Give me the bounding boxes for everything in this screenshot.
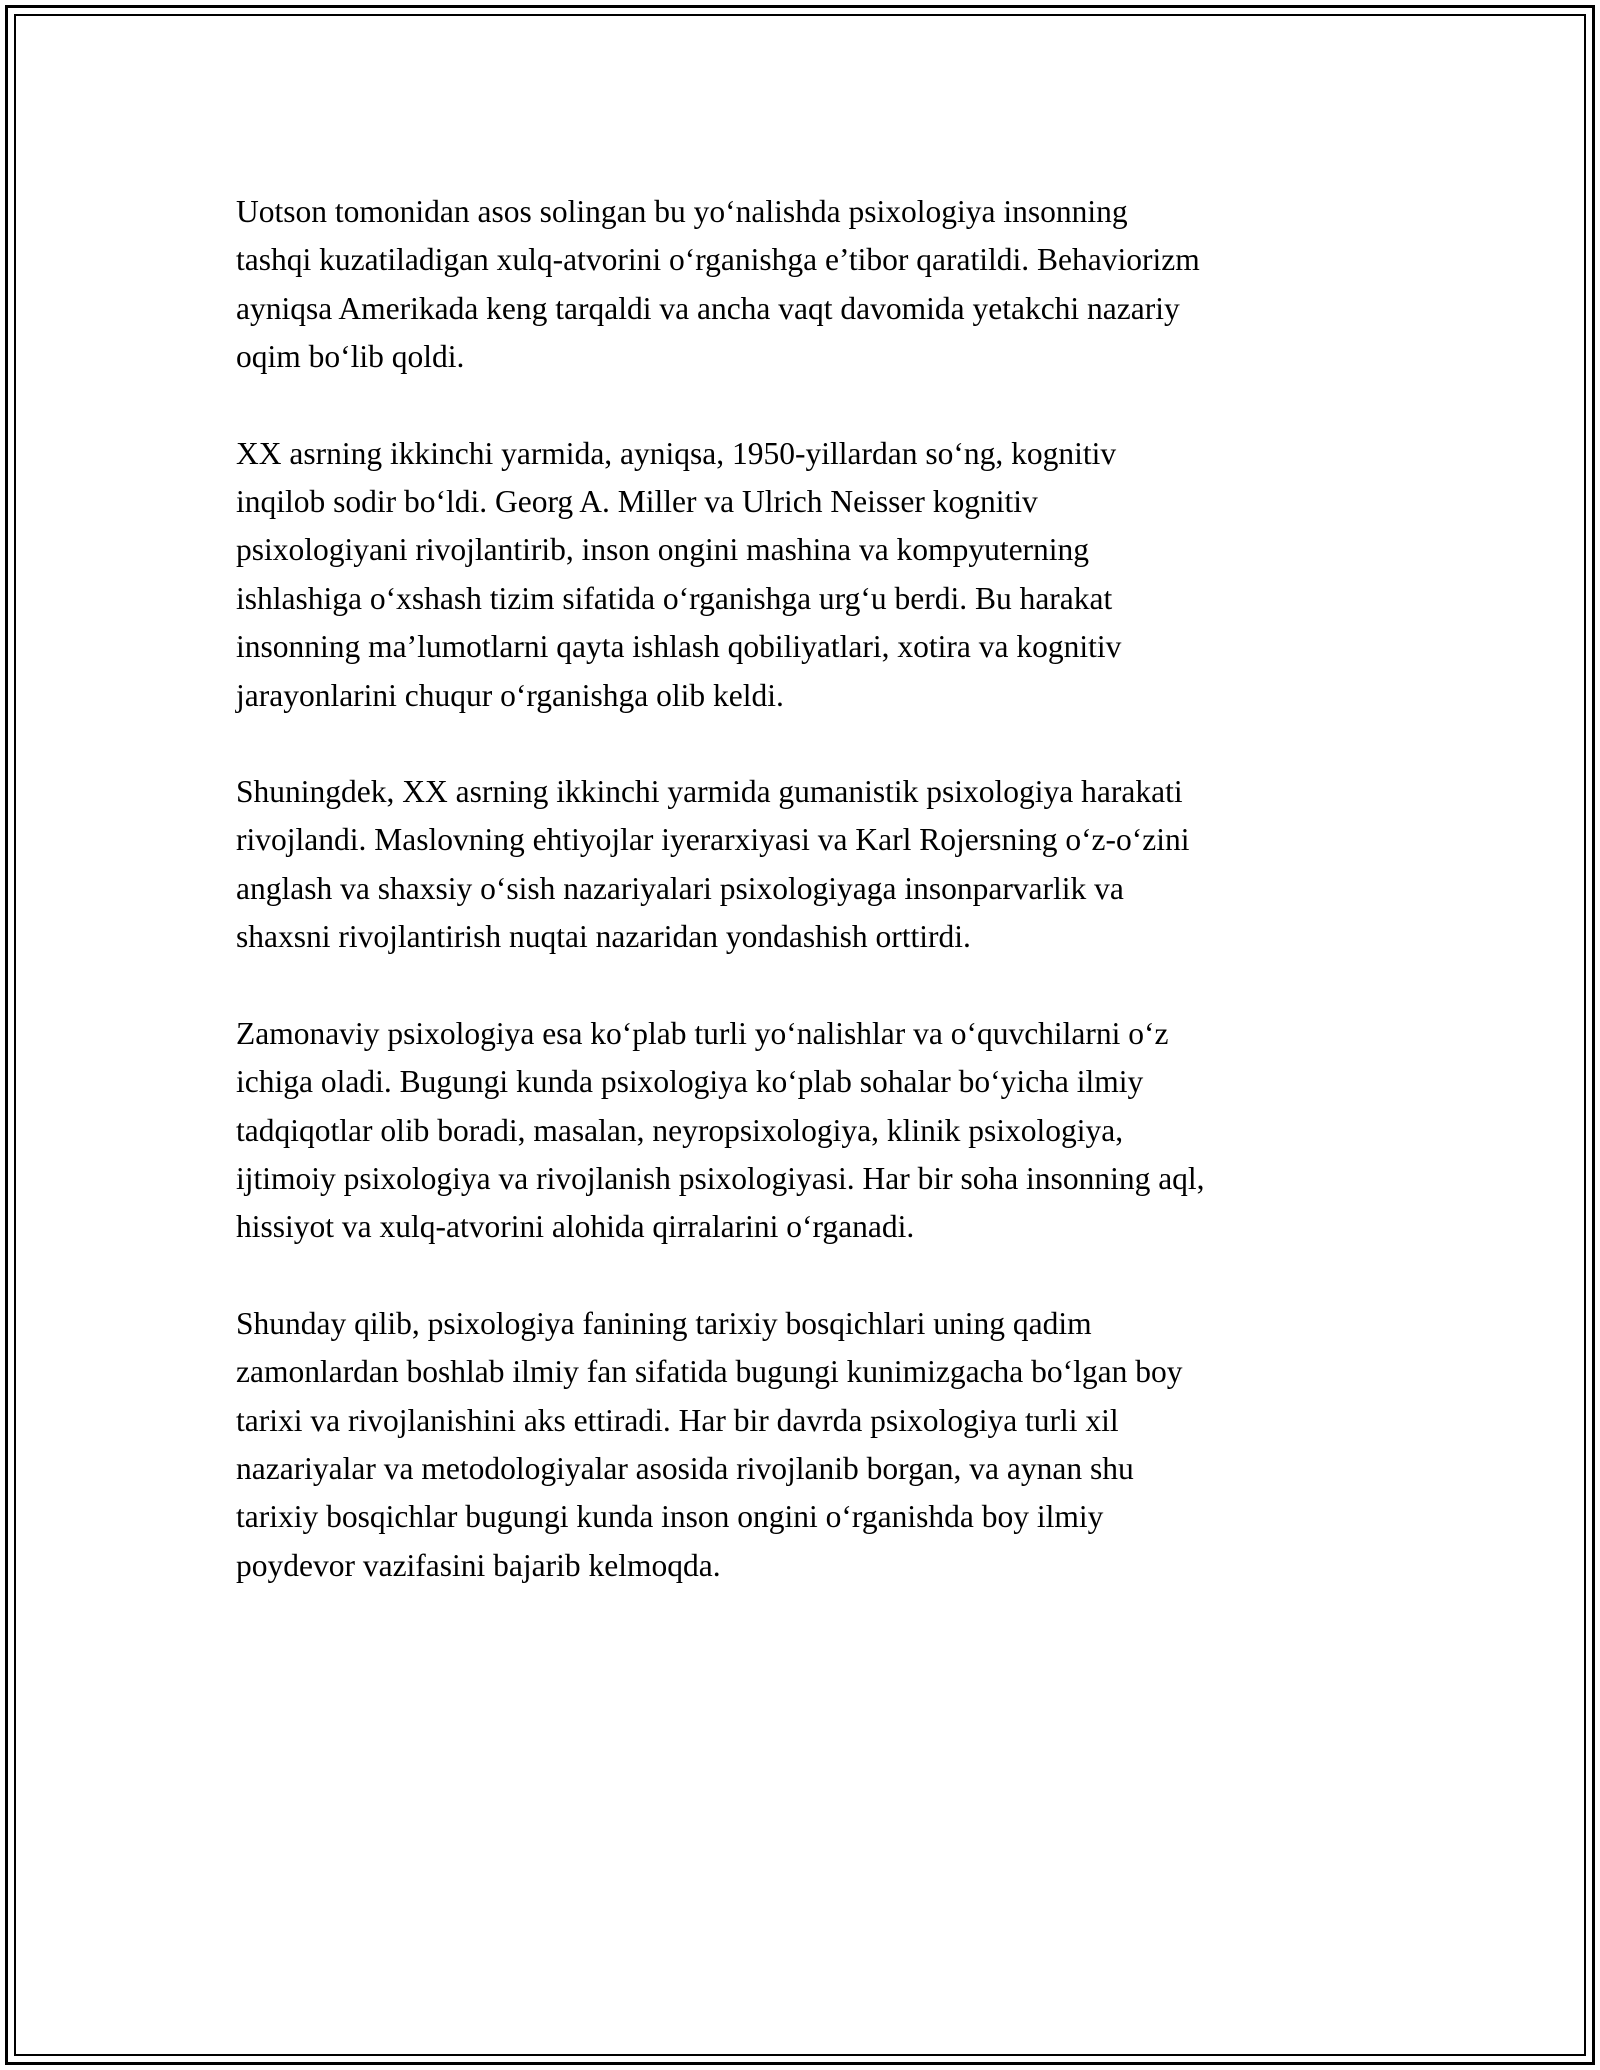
document-body [236,188,1400,1638]
paragraph-conclusion: Shunday qilib, psixologiya fanining tarixiy bosqichlari uning qadim zamonlardan boshlab ilmiy fan sifatida bugungi kunimizgacha bo‘lgan boy tarixi va rivojlanishini aks ettiradi. Har bir davrda psixologiya turli xil nazariyalar va metodologiyalar asosida rivojlanib borgan, va aynan shu tarixiy bosqichlar bugungi kunda inson ongini o‘rganishda boy ilmiy poydevor vazifasini bajarib kelmoqda. [236,1305,1183,1583]
paragraph-humanistic-psychology: Shuningdek, XX asrning ikkinchi yarmida gumanistik psixologiya harakati rivojlandi. Maslovning ehtiyojlar iyerarxiyasi va Karl Rojersning o‘z-o‘zini anglash va shaxsiy o‘sish nazariyalari psixologiyaga insonparvarlik va shaxsni rivojlantirish nuqtai nazaridan yondashish orttirdi. [236,774,1190,955]
paragraph-modern-psychology: Zamonaviy psixologiya esa ko‘plab turli yo‘nalishlar va o‘quvchilarni o‘z ichiga oladi. Bugungi kunda psixologiya ko‘plab sohalar bo‘yicha ilmiy tadqiqotlar olib boradi, masalan, neyropsixologiya, klinik psixologiya, ijtimoiy psixologiya va rivojlanish psixologiyasi. Har bir soha insonning aql, hissiyot va xulq-atvorini alohida qirralarini o‘rganadi. [236,1015,1205,1245]
paragraph-behaviorism: Uotson tomonidan asos solingan bu yo‘nalishda psixologiya insonning tashqi kuzatiladigan xulq-atvorini o‘rganishga e’tibor qaratildi. Behaviorizm ayniqsa Amerikada keng tarqaldi va ancha vaqt davomida yetakchi nazariy oqim bo‘lib qoldi. [236,194,1200,375]
paragraph-cognitive-revolution: XX asrning ikkinchi yarmida, ayniqsa, 1950-yillardan so‘ng, kognitiv inqilob sodir bo‘ldi. Georg A. Miller va Ulrich Neisser kognitiv psixologiyani rivojlantirib, inson ongini mashina va kompyuterning ishlashiga o‘xshash tizim sifatida o‘rganishga urg‘u berdi. Bu harakat insonning ma’lumotlarni qayta ishlash qobiliyatlari, xotira va kognitiv jarayonlarini chuqur o‘rganishga olib keldi. [236,435,1122,713]
